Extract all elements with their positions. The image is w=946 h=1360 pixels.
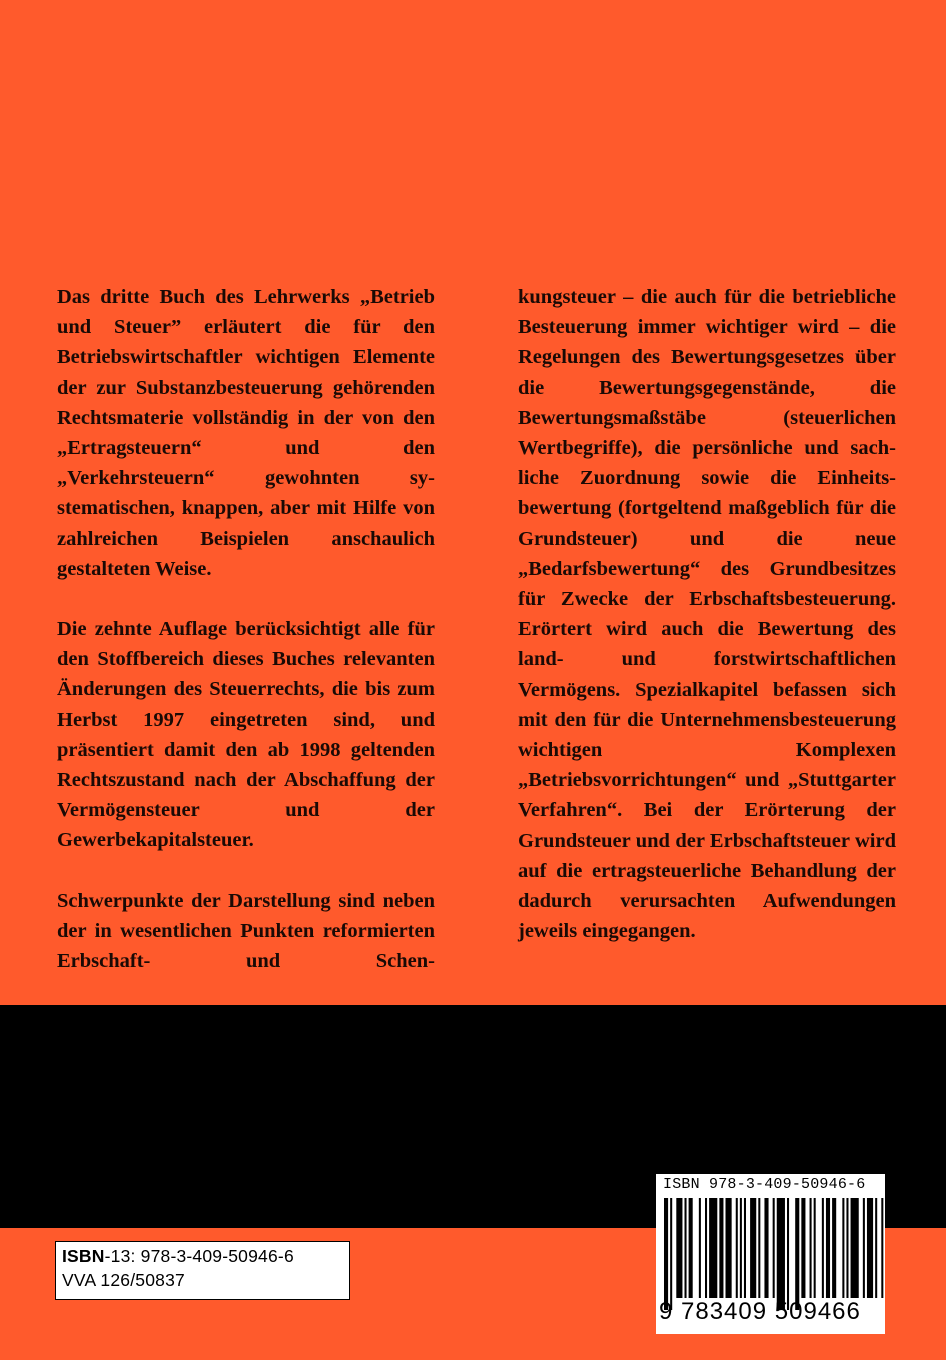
paragraph-intro: Das dritte Buch des Lehrwerks „Betrieb und Steuer” erläutert die für den Betriebswirtschaftler wichtigen Elemente der zur Substanzbesteuerung gehörenden Rechtsmaterie vollständig in der von den „Ertragsteuern“ und den „Verkehrsteuern“ gewohnten systematischen, knappen, aber mit Hilfe von zahlreichen Beispielen anschaulich gestalteten Weise. xyxy=(57,286,435,580)
isbn-prefix: ISBN xyxy=(62,1246,105,1266)
barcode-digits: 9 783409 509466 xyxy=(659,1298,861,1325)
isbn-line xyxy=(62,1244,349,1268)
barcode-bar xyxy=(801,1198,805,1298)
barcode-bar xyxy=(719,1198,723,1298)
barcode-bar xyxy=(670,1198,672,1310)
barcode-bar xyxy=(689,1198,693,1298)
paragraph-focus-continued: kungsteuer – die auch für die betriebliche Besteuerung immer wichtiger wird – die Regelungen des Bewertungsgesetzes über die Bewertungsgegenstände, die Bewertungsmaßstäbe (steuerlichen Wertbegriffe), die persönliche und sachliche Zuordnung sowie die Einheitsbewertung (fortgeltend maßgeblich für die Grundsteuer) und die neue „Bedarfsbewertung“ des Grundbesitzes für Zwecke der Erbschaftsbesteuerung. Erörtert wird auch die Bewertung des land- und forstwirtschaftlichen Vermögens. Spezialkapitel befassen sich mit den für die Unternehmensbesteuerung wichtigen Komplexen „Betriebsvorrichtungen“ und „Stuttgarter Verfahren“. Bei der Erörterung der Grundsteuer und der Erbschaftsteuer wird auf die ertragsteuerliche Behandlung der dadurch verursachten Aufwendungen jeweils eingegangen. xyxy=(518,286,896,943)
barcode-bar xyxy=(795,1198,799,1310)
barcode-bar xyxy=(750,1198,756,1298)
vva-number: VVA 126/50837 xyxy=(62,1270,185,1290)
barcode-bar xyxy=(664,1198,668,1310)
barcode-isbn-text: ISBN 978-3-409-50946-6 xyxy=(663,1176,866,1193)
barcode xyxy=(656,1174,885,1334)
text-column-right xyxy=(518,282,896,946)
barcode-bar xyxy=(846,1198,848,1298)
barcode-bar xyxy=(832,1198,836,1298)
barcode-bar xyxy=(705,1198,707,1298)
barcode-bar xyxy=(777,1198,785,1310)
barcode-bar xyxy=(863,1198,865,1298)
barcode-bar xyxy=(867,1198,873,1298)
barcode-bar xyxy=(822,1198,824,1298)
barcode-bar xyxy=(685,1198,687,1298)
barcode-bar xyxy=(676,1198,682,1298)
barcode-bar xyxy=(709,1198,717,1298)
text-column-left xyxy=(57,282,435,976)
isbn-label-box xyxy=(55,1241,350,1300)
barcode-bar xyxy=(726,1198,732,1298)
barcode-bar xyxy=(699,1198,701,1298)
barcode-bar xyxy=(773,1198,775,1298)
barcode-bar xyxy=(764,1198,768,1298)
barcode-bar xyxy=(851,1198,859,1298)
barcode-bar xyxy=(826,1198,830,1298)
barcode-bar xyxy=(875,1198,877,1298)
barcode-bar xyxy=(787,1198,789,1310)
isbn-number: -13: 978-3-409-50946-6 xyxy=(104,1246,294,1266)
barcode-bar xyxy=(810,1198,812,1298)
barcode-bar xyxy=(842,1198,844,1298)
paragraph-focus: Schwerpunkte der Darstellung sind neben der in wesentlichen Punkten reformierten Erbschaft- und Schen- xyxy=(57,889,435,973)
barcode-bar xyxy=(736,1198,738,1298)
barcode-bar xyxy=(744,1198,746,1298)
barcode-bar xyxy=(758,1198,760,1298)
barcode-bar xyxy=(740,1198,742,1298)
paragraph-edition: Die zehnte Auflage berücksichtigt alle für den Stoffbereich dieses Buches relevanten Änderungen des Steuerrechts, die bis zum Herbst 1997 eingetreten sind, und präsentiert damit den ab 1998 geltenden Rechtszustand nach der Abschaffung der Vermögensteuer und der Gewerbekapitalsteuer. xyxy=(57,618,435,852)
barcode-bar xyxy=(881,1198,883,1298)
barcode-bar xyxy=(814,1198,816,1298)
